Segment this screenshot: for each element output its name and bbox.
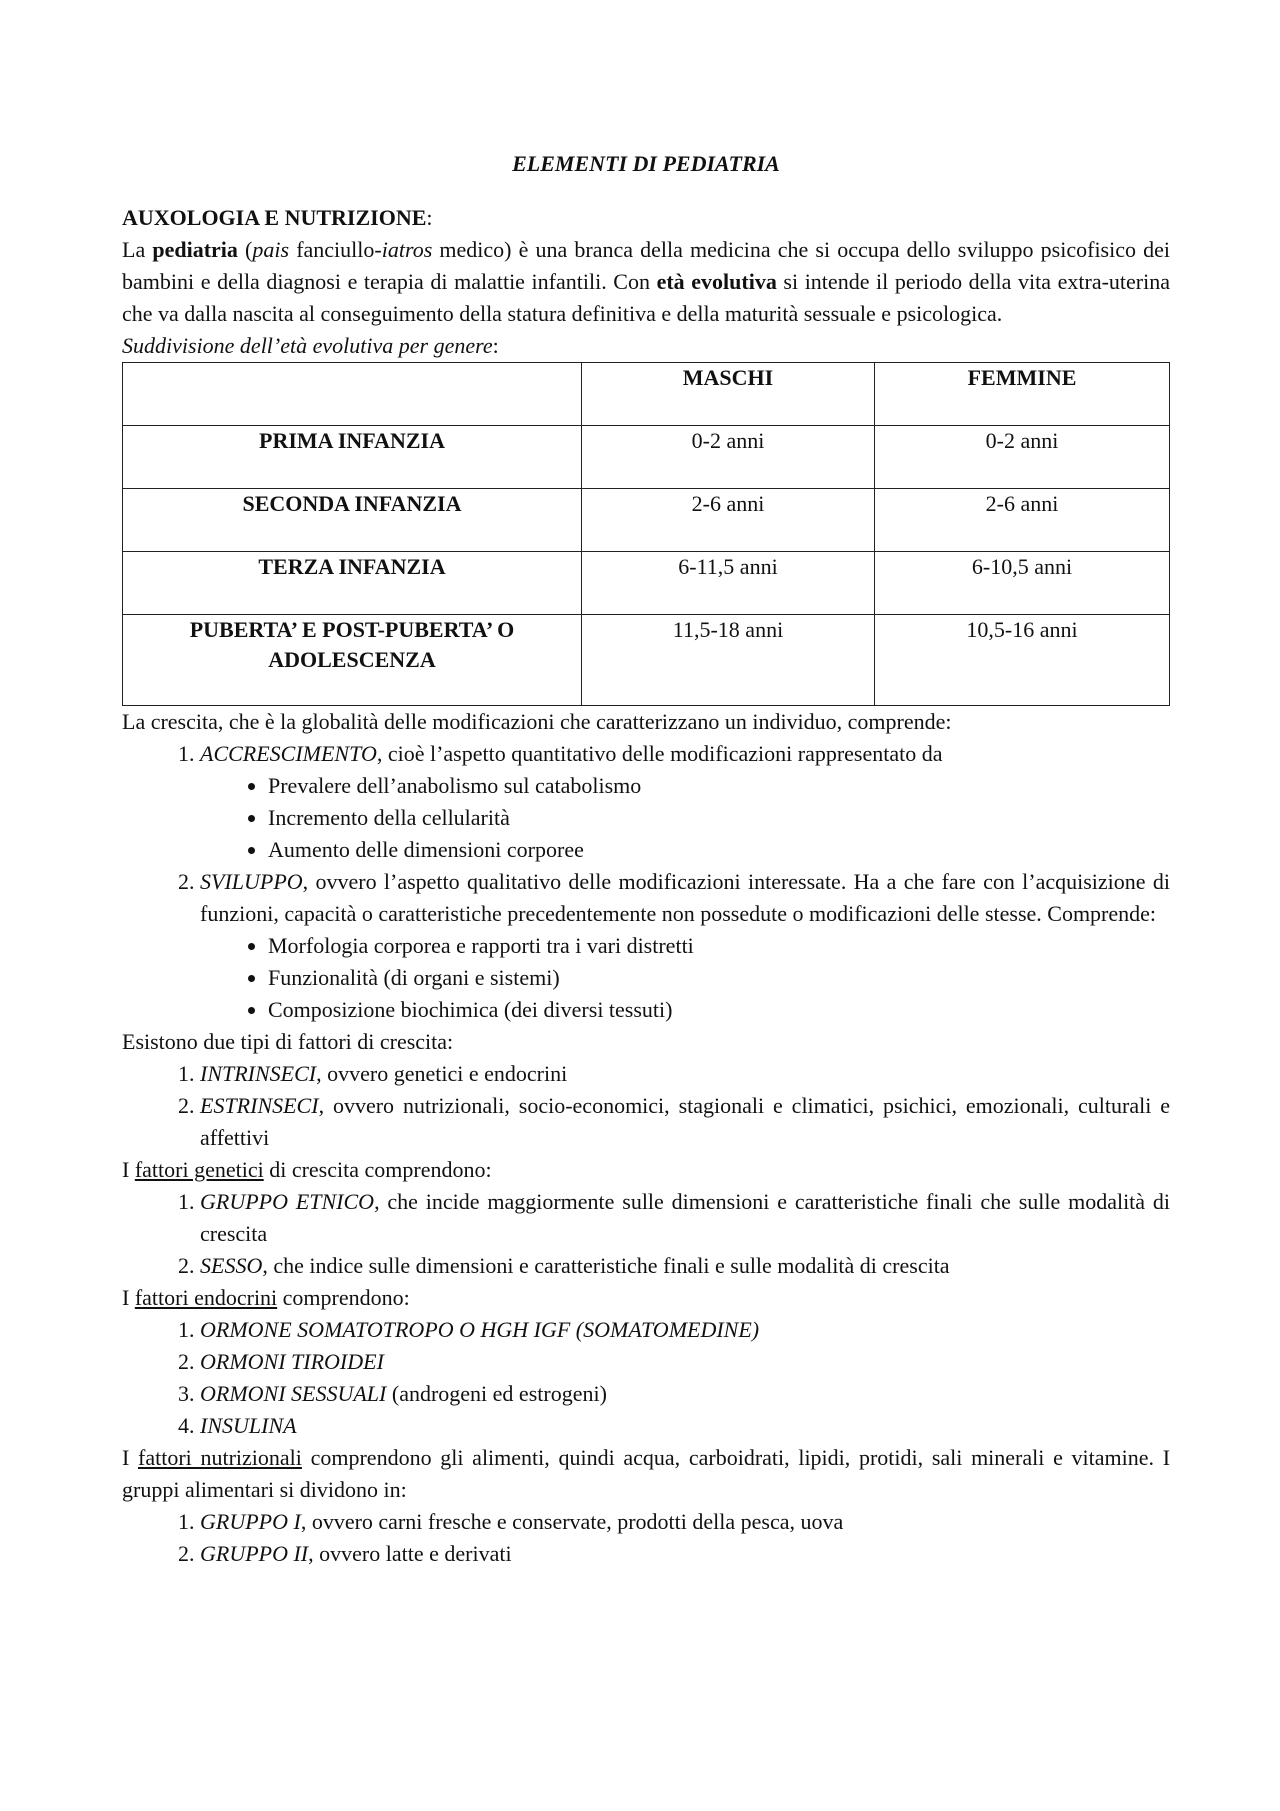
intro-term-pediatria: pediatria bbox=[152, 237, 238, 262]
factors-intro: Esistono due tipi di fattori di crescita: bbox=[122, 1029, 454, 1054]
endocrine-list bbox=[122, 1314, 1170, 1442]
list-item-label: INTRINSECI bbox=[200, 1061, 317, 1086]
list-item-text: , che indice sulle dimensioni e caratteristiche finali e sulle modalità di crescita bbox=[262, 1253, 950, 1278]
table-cell: 2-6 anni bbox=[582, 489, 875, 552]
nutrition-term: fattori nutrizionali bbox=[138, 1445, 302, 1470]
list-item bbox=[200, 1538, 1170, 1570]
endocrine-post: comprendono: bbox=[277, 1285, 410, 1310]
table-row bbox=[123, 552, 1170, 615]
list-item-label: GRUPPO I bbox=[200, 1509, 301, 1534]
bullet-item: • Incremento della cellularità bbox=[268, 802, 1170, 834]
nutrition-post: comprendono gli alimenti, quindi acqua, carboidrati, lipidi, protidi, sali minerali e vitamine. I gruppi alimentari si dividono in: bbox=[122, 1445, 1171, 1502]
list-item-text: , ovvero nutrizionali, socio-economici, stagionali e climatici, psichici, emozionali, culturali e affettivi bbox=[200, 1093, 1170, 1150]
growth-list bbox=[122, 738, 1170, 1026]
list-item-label: GRUPPO ETNICO bbox=[200, 1189, 375, 1214]
list-item bbox=[200, 1506, 1170, 1538]
genetic-post: di crescita comprendono: bbox=[263, 1157, 492, 1182]
table-row bbox=[123, 615, 1170, 706]
intro-paragraph bbox=[122, 234, 1170, 330]
table-cell: 2-6 anni bbox=[875, 489, 1170, 552]
table-cell: 0-2 anni bbox=[875, 426, 1170, 489]
endocrine-intro bbox=[122, 1282, 1170, 1314]
section-heading bbox=[122, 202, 1170, 234]
bullet-item: • Prevalere dell’anabolismo sul catabolismo bbox=[268, 770, 1170, 802]
section-heading-text: AUXOLOGIA E NUTRIZIONE bbox=[122, 205, 427, 230]
table-header-cell: MASCHI bbox=[582, 363, 875, 426]
list-item-label: ORMONI SESSUALI bbox=[200, 1381, 387, 1406]
bullet-item: • Funzionalità (di organi e sistemi) bbox=[268, 962, 1170, 994]
genetic-term: fattori genetici bbox=[134, 1157, 264, 1182]
list-item bbox=[200, 866, 1170, 1026]
list-item-label: INSULINA bbox=[200, 1413, 297, 1438]
list-item bbox=[200, 1378, 1170, 1410]
bullet-item: • Composizione biochimica (dei diversi tessuti) bbox=[268, 994, 1170, 1026]
genetic-intro bbox=[122, 1154, 1170, 1186]
list-item-label: GRUPPO II bbox=[200, 1541, 309, 1566]
growth-intro: La crescita, che è la globalità delle modificazioni che caratterizzano un individuo, comprende: bbox=[122, 709, 952, 734]
list-item-text: (androgeni ed estrogeni) bbox=[386, 1381, 607, 1406]
table-caption bbox=[122, 330, 1170, 362]
list-item-label: ORMONI TIROIDEI bbox=[200, 1349, 384, 1374]
list-item-text: , che incide maggiormente sulle dimensioni e caratteristiche finali che sulle modalità di crescita bbox=[200, 1189, 1171, 1246]
list-item bbox=[200, 1090, 1170, 1154]
list-item-label: ORMONE SOMATOTROPO O HGH IGF (SOMATOMEDINE) bbox=[200, 1317, 760, 1342]
table-header-row bbox=[123, 363, 1170, 426]
intro-text: medico) è una branca della medicina che si occupa dello sviluppo psicofisico dei bambini e della diagnosi e terapia di malattie infantili. Con bbox=[122, 237, 1171, 294]
table-row bbox=[123, 426, 1170, 489]
list-item bbox=[200, 1058, 1170, 1090]
list-item-text: , cioè l’aspetto quantitativo delle modificazioni rappresentato da bbox=[376, 741, 943, 766]
list-item-label: SESSO bbox=[200, 1253, 263, 1278]
table-caption-text: Suddivisione dell’età evolutiva per genere bbox=[122, 333, 493, 358]
nutrition-list bbox=[122, 1506, 1170, 1570]
list-item-label: SVILUPPO bbox=[200, 869, 303, 894]
list-item-label: ESTRINSECI bbox=[200, 1093, 319, 1118]
list-item bbox=[200, 1346, 1170, 1378]
list-item bbox=[200, 1314, 1170, 1346]
list-item-text: , ovvero l’aspetto qualitativo delle modificazioni interessate. Ha a che fare con l’acquisizione di funzioni, capacità o caratteristiche precedentemente non possedute o modificazioni delle stesse. Comprende: bbox=[200, 869, 1170, 926]
list-item bbox=[200, 738, 1170, 866]
age-table bbox=[122, 362, 1170, 706]
list-item-label: ACCRESCIMENTO bbox=[200, 741, 377, 766]
section-heading-colon: : bbox=[426, 205, 433, 230]
table-row-label: PUBERTA’ E POST-PUBERTA’ O ADOLESCENZA bbox=[123, 615, 582, 706]
intro-text: fanciullo- bbox=[289, 237, 382, 262]
document-page bbox=[122, 148, 1170, 1570]
list-item-text: , ovvero carni fresche e conservate, prodotti della pesca, uova bbox=[300, 1509, 844, 1534]
intro-term-iatros: iatros bbox=[381, 237, 433, 262]
table-cell: 11,5-18 anni bbox=[582, 615, 875, 706]
bullet-list bbox=[200, 770, 1170, 866]
intro-text: ( bbox=[237, 237, 253, 262]
intro-text: si intende il periodo della vita extra-uterina che va dalla nascita al conseguimento della statura definitiva e della maturità sessuale e psicologica. bbox=[122, 269, 1170, 326]
bullet-item: • Aumento delle dimensioni corporee bbox=[268, 834, 1170, 866]
nutrition-intro bbox=[122, 1442, 1170, 1506]
table-row bbox=[123, 489, 1170, 552]
table-caption-colon: : bbox=[492, 333, 499, 358]
list-item bbox=[200, 1410, 1170, 1442]
table-header-cell bbox=[123, 363, 582, 426]
bullet-item: • Morfologia corporea e rapporti tra i vari distretti bbox=[268, 930, 1170, 962]
table-header-cell: FEMMINE bbox=[875, 363, 1170, 426]
table-cell: 10,5-16 anni bbox=[875, 615, 1170, 706]
list-item bbox=[200, 1186, 1170, 1250]
list-item bbox=[200, 1250, 1170, 1282]
intro-text: La bbox=[122, 237, 153, 262]
table-row-label: TERZA INFANZIA bbox=[123, 552, 582, 615]
list-item-text: , ovvero genetici e endocrini bbox=[316, 1061, 568, 1086]
endocrine-pre: I bbox=[122, 1285, 135, 1310]
nutrition-pre: I bbox=[122, 1445, 139, 1470]
genetic-list bbox=[122, 1186, 1170, 1282]
endocrine-term: fattori endocrini bbox=[134, 1285, 278, 1310]
factors-list bbox=[122, 1058, 1170, 1154]
bullet-list bbox=[200, 930, 1170, 1026]
genetic-pre: I bbox=[122, 1157, 135, 1182]
table-cell: 6-10,5 anni bbox=[875, 552, 1170, 615]
document-title: ELEMENTI DI PEDIATRIA bbox=[512, 151, 780, 176]
table-row-label: SECONDA INFANZIA bbox=[123, 489, 582, 552]
list-item-text: , ovvero latte e derivati bbox=[308, 1541, 512, 1566]
table-cell: 0-2 anni bbox=[582, 426, 875, 489]
intro-term-eta-evolutiva: età evolutiva bbox=[656, 269, 777, 294]
intro-term-pais: pais bbox=[252, 237, 290, 262]
table-row-label: PRIMA INFANZIA bbox=[123, 426, 582, 489]
table-cell: 6-11,5 anni bbox=[582, 552, 875, 615]
